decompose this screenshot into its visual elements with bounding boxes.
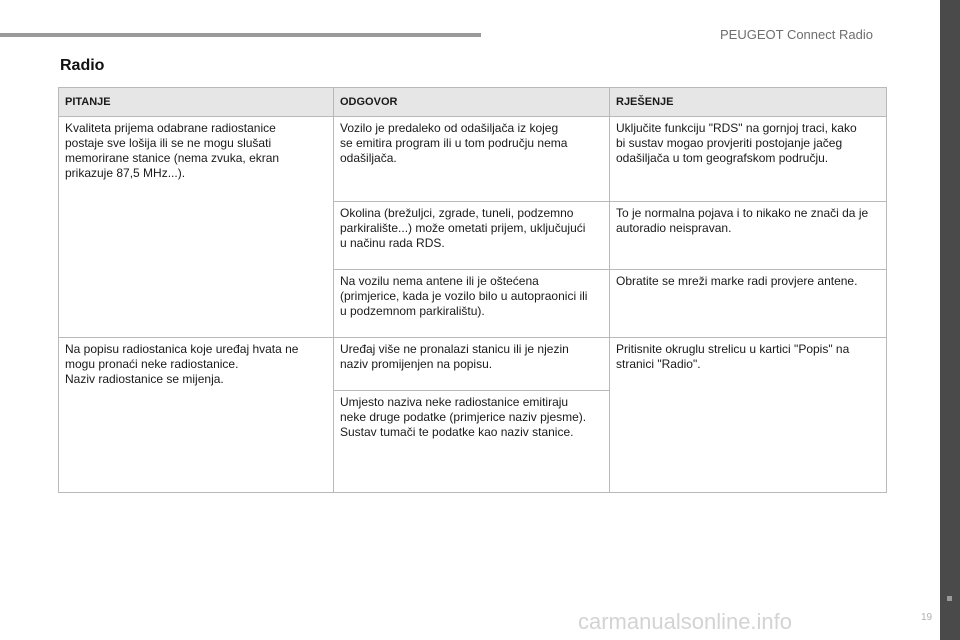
answer-line: (primjerice, kada je vozilo bilo u autopraonici ili: [340, 289, 588, 303]
section-title: Radio: [60, 57, 105, 74]
faq-table: [58, 87, 887, 493]
solution-line: Obratite se mreži marke radi provjere antene.: [616, 274, 858, 288]
column-header-question: PITANJE: [59, 88, 334, 117]
answer-line: se emitira program ili u tom području nema: [340, 136, 568, 150]
table-row: [59, 117, 887, 202]
solution-line: Uključite funkciju "RDS" na gornjoj traci, kako: [616, 121, 857, 135]
question-cell: [59, 117, 334, 338]
answer-line: Uređaj više ne pronalazi stanicu ili je njezin: [340, 342, 569, 356]
solution-line: odašiljača u tom geografskom području.: [616, 151, 829, 165]
solution-cell: [610, 202, 887, 270]
solution-line: stranici "Radio".: [616, 357, 701, 371]
solution-cell: [610, 338, 887, 493]
watermark: carmanualsonline.info: [578, 609, 793, 634]
question-line: postaje sve lošija ili se ne mogu slušati: [65, 136, 272, 150]
solution-cell: [610, 117, 887, 202]
answer-line: neke druge podatke (primjerice naziv pjesme).: [340, 410, 587, 424]
answer-line: Sustav tumači te podatke kao naziv stanice.: [340, 425, 574, 439]
side-bar: [940, 0, 960, 640]
column-header-solution: RJEŠENJE: [610, 88, 887, 117]
question-line: prikazuje 87,5 MHz...).: [65, 166, 186, 180]
question-line: Kvaliteta prijema odabrane radiostanice: [65, 121, 276, 135]
answer-line: u načinu rada RDS.: [340, 236, 445, 250]
solution-cell: [610, 270, 887, 338]
solution-line: To je normalna pojava i to nikako ne znači da je: [616, 206, 869, 220]
answer-line: u podzemnom parkiralištu).: [340, 304, 485, 318]
table-row: [59, 338, 887, 391]
answer-line: Umjesto naziva neke radiostanice emitiraju: [340, 395, 569, 409]
header-title: PEUGEOT Connect Radio: [720, 27, 873, 42]
answer-line: Okolina (brežuljci, zgrade, tuneli, podzemno: [340, 206, 574, 220]
header-rule: [0, 33, 481, 37]
table-header-row: [59, 88, 887, 117]
question-cell: [59, 338, 334, 493]
answer-line: parkiralište...) može ometati prijem, uključujući: [340, 221, 586, 235]
answer-cell: [334, 391, 610, 493]
solution-line: Pritisnite okruglu strelicu u kartici "Popis" na: [616, 342, 850, 356]
page-number: 19: [921, 612, 933, 623]
answer-cell: [334, 338, 610, 391]
answer-cell: [334, 202, 610, 270]
answer-line: Vozilo je predaleko od odašiljača iz kojeg: [340, 121, 559, 135]
question-line: mogu pronaći neke radiostanice.: [65, 357, 239, 371]
question-line: memorirane stanice (nema zvuka, ekran: [65, 151, 280, 165]
answer-line: naziv promijenjen na popisu.: [340, 357, 493, 371]
question-line: Naziv radiostanice se mijenja.: [65, 372, 224, 386]
column-header-answer: ODGOVOR: [334, 88, 610, 117]
answer-cell: [334, 117, 610, 202]
answer-line: Na vozilu nema antene ili je oštećena: [340, 274, 539, 288]
question-line: Na popisu radiostanica koje uređaj hvata ne: [65, 342, 299, 356]
side-bar-marker: [947, 596, 952, 601]
solution-line: autoradio neispravan.: [616, 221, 732, 235]
solution-line: bi sustav mogao provjeriti postojanje jačeg: [616, 136, 843, 150]
answer-line: odašiljača.: [340, 151, 397, 165]
answer-cell: [334, 270, 610, 338]
